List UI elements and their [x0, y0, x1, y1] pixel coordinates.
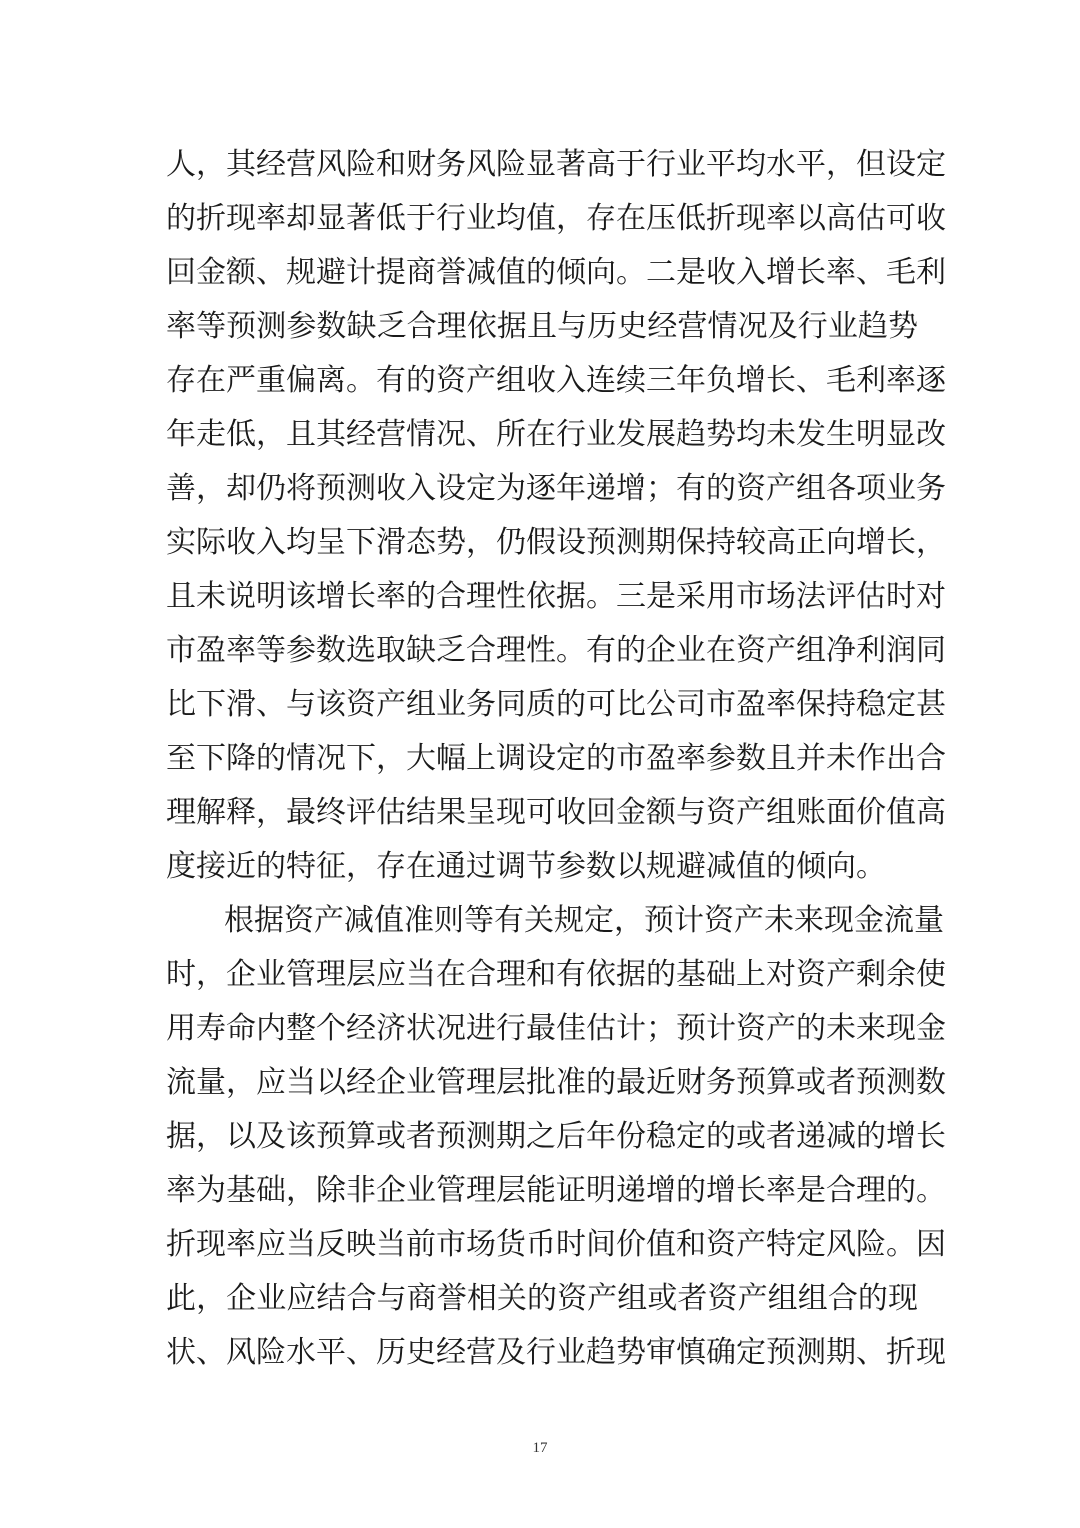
text-line: 的折现率却显著低于行业均值，存在压低折现率以高估可收 [166, 201, 946, 236]
paragraph-first-line: 根据资产减值准则等有关规定，预计资产未来现金流量 [224, 903, 944, 938]
text-line: 理解释，最终评估结果呈现可收回金额与资产组账面价值高 [166, 795, 946, 830]
text-line: 比下滑、与该资产组业务同质的可比公司市盈率保持稳定甚 [166, 687, 946, 722]
text-line: 流量，应当以经企业管理层批准的最近财务预算或者预测数 [166, 1065, 946, 1100]
text-line: 存在严重偏离。有的资产组收入连续三年负增长、毛利率逐 [166, 363, 946, 398]
text-line: 善，却仍将预测收入设定为逐年递增；有的资产组各项业务 [166, 471, 946, 506]
text-line: 率等预测参数缺乏合理依据且与历史经营情况及行业趋势 [166, 309, 918, 344]
text-line: 时，企业管理层应当在合理和有依据的基础上对资产剩余使 [166, 957, 946, 992]
text-line: 据，以及该预算或者预测期之后年份稳定的或者递减的增长 [166, 1119, 946, 1154]
text-line: 回金额、规避计提商誉减值的倾向。二是收入增长率、毛利 [166, 255, 946, 290]
text-line: 实际收入均呈下滑态势，仍假设预测期保持较高正向增长， [166, 525, 946, 560]
text-line: 率为基础，除非企业管理层能证明递增的增长率是合理的。 [166, 1173, 946, 1208]
text-line: 状、风险水平、历史经营及行业趋势审慎确定预测期、折现 [166, 1335, 946, 1370]
page-number: 17 [532, 1440, 548, 1456]
text-line: 折现率应当反映当前市场货币时间价值和资产特定风险。因 [166, 1227, 946, 1262]
text-line: 年走低，且其经营情况、所在行业发展趋势均未发生明显改 [166, 417, 946, 452]
text-line: 且未说明该增长率的合理性依据。三是采用市场法评估时对 [166, 579, 946, 614]
text-line: 人，其经营风险和财务风险显著高于行业平均水平，但设定 [166, 147, 946, 182]
text-line: 至下降的情况下，大幅上调设定的市盈率参数且并未作出合 [166, 741, 946, 776]
text-line: 此，企业应结合与商誉相关的资产组或者资产组组合的现 [166, 1281, 918, 1316]
text-line: 用寿命内整个经济状况进行最佳估计；预计资产的未来现金 [166, 1011, 946, 1046]
body-text [166, 138, 946, 1380]
text-line: 度接近的特征，存在通过调节参数以规避减值的倾向。 [166, 849, 886, 884]
text-line: 市盈率等参数选取缺乏合理性。有的企业在资产组净利润同 [166, 633, 946, 668]
